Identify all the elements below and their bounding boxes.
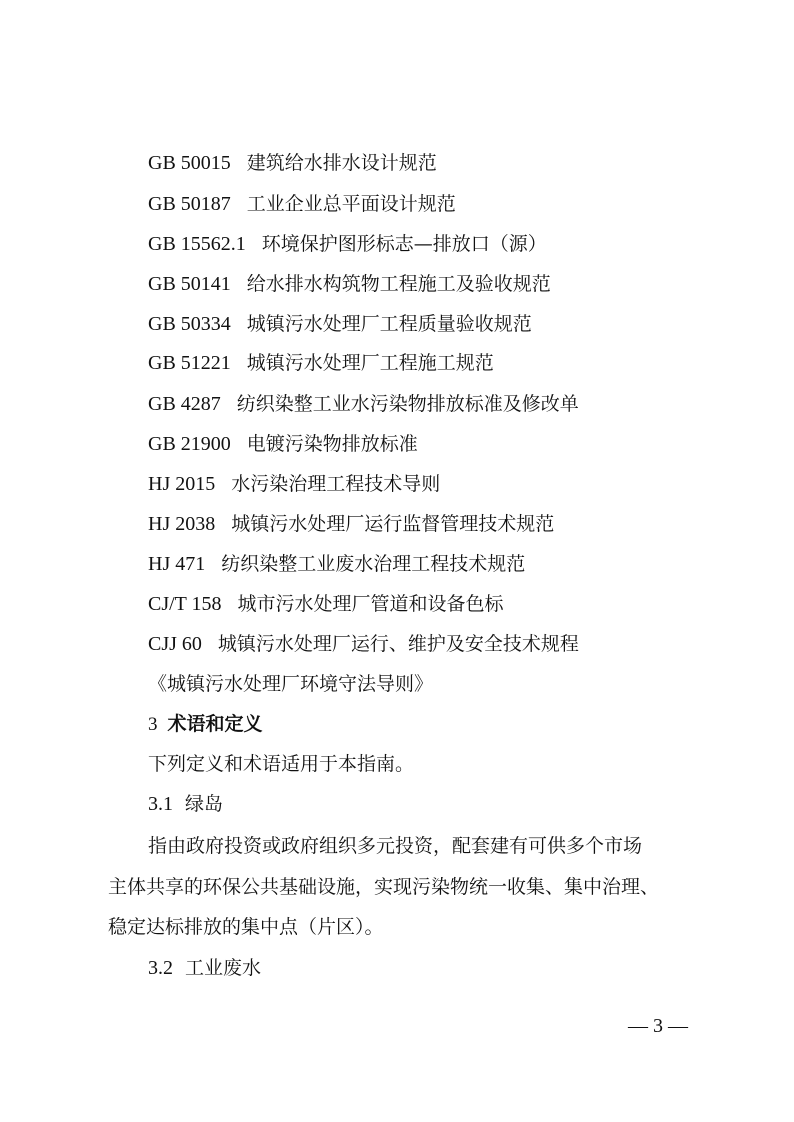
standard-title: 工业企业总平面设计规范 — [246, 193, 456, 215]
standard-reference — [148, 312, 532, 336]
standard-title: 纺织染整工业水污染物排放标准及修改单 — [236, 393, 579, 415]
standard-reference — [148, 512, 554, 536]
standard-title: 建筑给水排水设计规范 — [246, 152, 437, 174]
section-number: 3 — [148, 714, 158, 735]
standard-reference — [148, 232, 547, 256]
standard-title: 环境保护图形标志—排放口（源） — [261, 233, 547, 255]
standard-reference — [148, 432, 418, 456]
standard-code: GB 4287 — [148, 393, 221, 415]
standard-reference — [148, 552, 525, 576]
section-heading — [148, 712, 263, 737]
subsection-number: 3.1 — [148, 793, 173, 815]
standard-code: HJ 2038 — [148, 513, 216, 535]
standard-code: GB 50334 — [148, 313, 231, 335]
definition-line: 指由政府投资或政府组织多元投资，配套建有可供多个市场 — [148, 835, 643, 857]
standard-reference — [148, 632, 579, 656]
definition-line: 稳定达标排放的集中点（片区）。 — [108, 916, 384, 938]
standard-title: 城镇污水处理厂运行、维护及安全技术规程 — [217, 633, 579, 655]
standard-reference — [148, 351, 494, 375]
standard-reference — [148, 151, 437, 175]
guideline-reference: 《城镇污水处理厂环境守法导则》 — [148, 673, 434, 695]
standard-code: GB 50141 — [148, 273, 231, 295]
subsection-title: 绿岛 — [185, 793, 224, 815]
subsection-heading — [148, 792, 223, 816]
subsection-number: 3.2 — [148, 957, 173, 979]
standard-title: 城市污水处理厂管道和设备色标 — [237, 593, 504, 615]
standard-title: 城镇污水处理厂工程施工规范 — [246, 352, 494, 374]
page-number: — 3 — — [628, 1015, 688, 1037]
standard-title: 给水排水构筑物工程施工及验收规范 — [246, 273, 551, 295]
standard-code: GB 15562.1 — [148, 233, 246, 255]
standard-title: 电镀污染物排放标准 — [246, 433, 418, 455]
section-intro: 下列定义和术语适用于本指南。 — [148, 753, 415, 775]
standard-code: GB 21900 — [148, 433, 231, 455]
standard-title: 纺织染整工业废水治理工程技术规范 — [221, 553, 526, 575]
standard-reference — [148, 592, 504, 616]
standard-code: HJ 2015 — [148, 473, 216, 495]
standard-reference — [148, 392, 579, 416]
definition-line: 主体共享的环保公共基础设施，实现污染物统一收集、集中治理、 — [108, 876, 660, 898]
standard-code: CJ/T 158 — [148, 593, 222, 615]
standard-title: 城镇污水处理厂运行监督管理技术规范 — [231, 513, 555, 535]
standard-reference — [148, 272, 551, 296]
standard-code: GB 50015 — [148, 152, 231, 174]
standard-code: GB 50187 — [148, 193, 231, 215]
standard-reference — [148, 192, 456, 216]
subsection-title: 工业废水 — [185, 957, 262, 979]
section-title: 术语和定义 — [167, 713, 263, 735]
subsection-heading — [148, 956, 261, 980]
standard-code: CJJ 60 — [148, 633, 202, 655]
standard-title: 水污染治理工程技术导则 — [231, 473, 441, 495]
standard-code: HJ 471 — [148, 553, 206, 575]
standard-code: GB 51221 — [148, 352, 231, 374]
standard-reference — [148, 472, 440, 496]
standard-title: 城镇污水处理厂工程质量验收规范 — [246, 313, 532, 335]
